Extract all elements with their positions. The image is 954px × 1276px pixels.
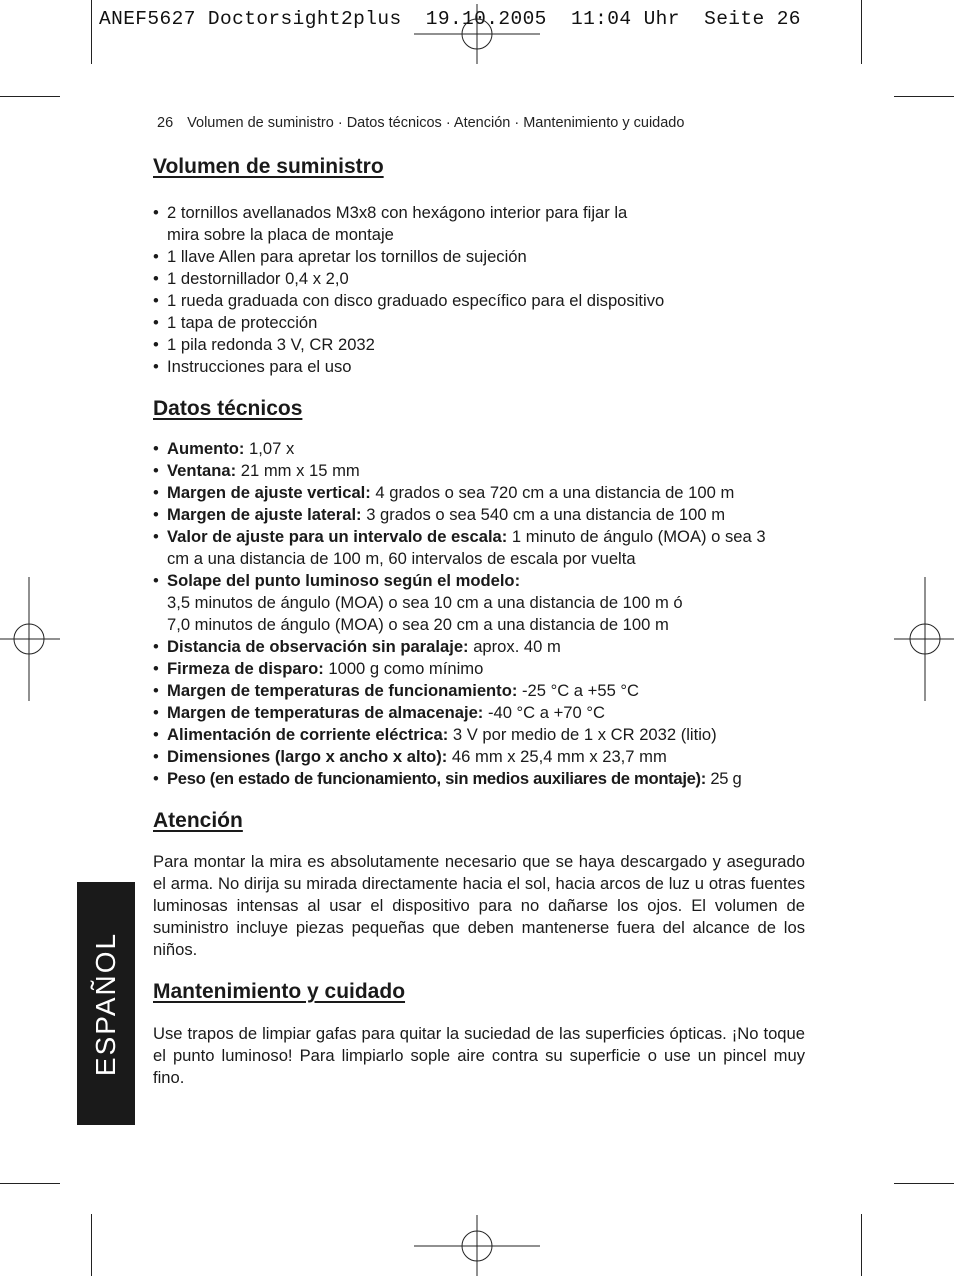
crop-mark <box>894 96 954 97</box>
spec-label: Alimentación de corriente eléctrica: <box>167 725 449 744</box>
specs-list <box>153 438 805 790</box>
spec-item <box>153 504 805 526</box>
section-title-attention: Atención <box>153 809 243 832</box>
spec-label: Ventana: <box>167 461 237 480</box>
spec-item <box>153 460 805 482</box>
registration-mark-icon <box>0 577 60 701</box>
spec-label: Peso (en estado de funcionamiento, sin medios auxiliares de montaje): <box>167 769 707 788</box>
section-title-specs: Datos técnicos <box>153 397 303 420</box>
spec-label: Distancia de observación sin paralaje: <box>167 637 469 656</box>
section-title-care: Mantenimiento y cuidado <box>153 980 406 1003</box>
spec-item <box>153 768 805 790</box>
spec-item <box>153 680 805 702</box>
spec-value: -40 °C a +70 °C <box>483 703 605 722</box>
spec-item <box>153 482 805 504</box>
spec-value: 3 grados o sea 540 cm a una distancia de 100 m <box>361 505 726 524</box>
crop-mark <box>91 1214 92 1276</box>
spec-label: Dimensiones (largo x ancho x alto): <box>167 747 448 766</box>
spec-label: Solape del punto luminoso según el modelo: <box>167 571 521 590</box>
spec-item <box>153 658 805 680</box>
print-header: ANEF5627 Doctorsight2plus 19.10.2005 11:04 Uhr Seite 26 <box>99 8 801 30</box>
crop-mark <box>894 1183 954 1184</box>
spec-item <box>153 438 805 460</box>
registration-mark-icon <box>414 4 540 64</box>
list-item: • 2 tornillos avellanados M3x8 con hexágono interior para fijar la mira sobre la placa de montaje <box>153 202 805 246</box>
running-head <box>157 115 684 131</box>
spec-label: Firmeza de disparo: <box>167 659 324 678</box>
spec-item <box>153 636 805 658</box>
language-tab-label: ESPAÑOL <box>90 931 121 1076</box>
crop-mark <box>861 1214 862 1276</box>
spec-value: aprox. 40 m <box>468 637 561 656</box>
spec-item <box>153 702 805 724</box>
list-item: • 1 destornillador 0,4 x 2,0 <box>153 268 805 290</box>
list-item: • 1 tapa de protección <box>153 312 805 334</box>
spec-label: Margen de ajuste vertical: <box>167 483 371 502</box>
spec-label: Margen de temperaturas de funcionamiento: <box>167 681 518 700</box>
care-paragraph: Use trapos de limpiar gafas para quitar la suciedad de las superficies ópticas. ¡No toque el punto luminoso! Para limpiarlo sople aire contra su superficie o use un pincel muy fino. <box>153 1024 805 1087</box>
list-item: • Instrucciones para el uso <box>153 356 805 378</box>
page-content <box>153 150 805 1089</box>
spec-label: Margen de ajuste lateral: <box>167 505 362 524</box>
spec-label: Margen de temperaturas de almacenaje: <box>167 703 484 722</box>
spec-value: -25 °C a +55 °C <box>517 681 640 700</box>
list-item: • 1 rueda graduada con disco graduado específico para el dispositivo <box>153 290 805 312</box>
spec-value: 1 minuto de ángulo (MOA) o sea 3 cm a una distancia de 100 m, 60 intervalos de escala por vuelta <box>167 527 766 568</box>
spec-value-line: 7,0 minutos de ángulo (MOA) o sea 20 cm a una distancia de 100 m <box>167 615 669 634</box>
crop-mark <box>91 0 92 64</box>
spec-item <box>153 724 805 746</box>
spec-value: 3 V por medio de 1 x CR 2032 (litio) <box>448 725 717 744</box>
spec-value: 4 grados o sea 720 cm a una distancia de 100 m <box>370 483 735 502</box>
running-head-text: Volumen de suministro · Datos técnicos · Atención · Mantenimiento y cuidado <box>187 115 685 131</box>
spec-label: Valor de ajuste para un intervalo de escala: <box>167 527 508 546</box>
registration-mark-icon <box>414 1215 540 1276</box>
spec-item <box>153 570 805 636</box>
spec-label: Aumento: <box>167 439 245 458</box>
spec-value: 1,07 x <box>244 439 295 458</box>
list-item: • 1 llave Allen para apretar los tornillos de sujeción <box>153 246 805 268</box>
crop-mark <box>861 0 862 64</box>
spec-value: 1000 g como mínimo <box>323 659 484 678</box>
spec-item <box>153 746 805 768</box>
page-number: 26 <box>157 115 174 131</box>
crop-mark <box>0 1183 60 1184</box>
registration-mark-icon <box>894 577 954 701</box>
spec-item <box>153 526 805 570</box>
list-item: • 1 pila redonda 3 V, CR 2032 <box>153 334 805 356</box>
spec-value: 25 g <box>706 769 742 788</box>
language-tab <box>77 882 135 1125</box>
crop-mark <box>0 96 60 97</box>
supply-list <box>153 202 805 378</box>
attention-paragraph: Para montar la mira es absolutamente necesario que se haya descargado y asegurado el arma. No dirija su mirada directamente hacia el sol, hacia arcos de luz u otras fuentes luminosas intensas al usar el dispositivo para no dañarse los ojos. El volumen de suministro incluye piezas pequeñas que deben mantenerse fuera del alcance de los niños. <box>153 852 805 959</box>
spec-value-line: 3,5 minutos de ángulo (MOA) o sea 10 cm a una distancia de 100 m ó <box>167 593 683 612</box>
section-title-supply: Volumen de suministro <box>153 155 384 178</box>
spec-value: 46 mm x 25,4 mm x 23,7 mm <box>447 747 667 766</box>
spec-value: 21 mm x 15 mm <box>236 461 360 480</box>
